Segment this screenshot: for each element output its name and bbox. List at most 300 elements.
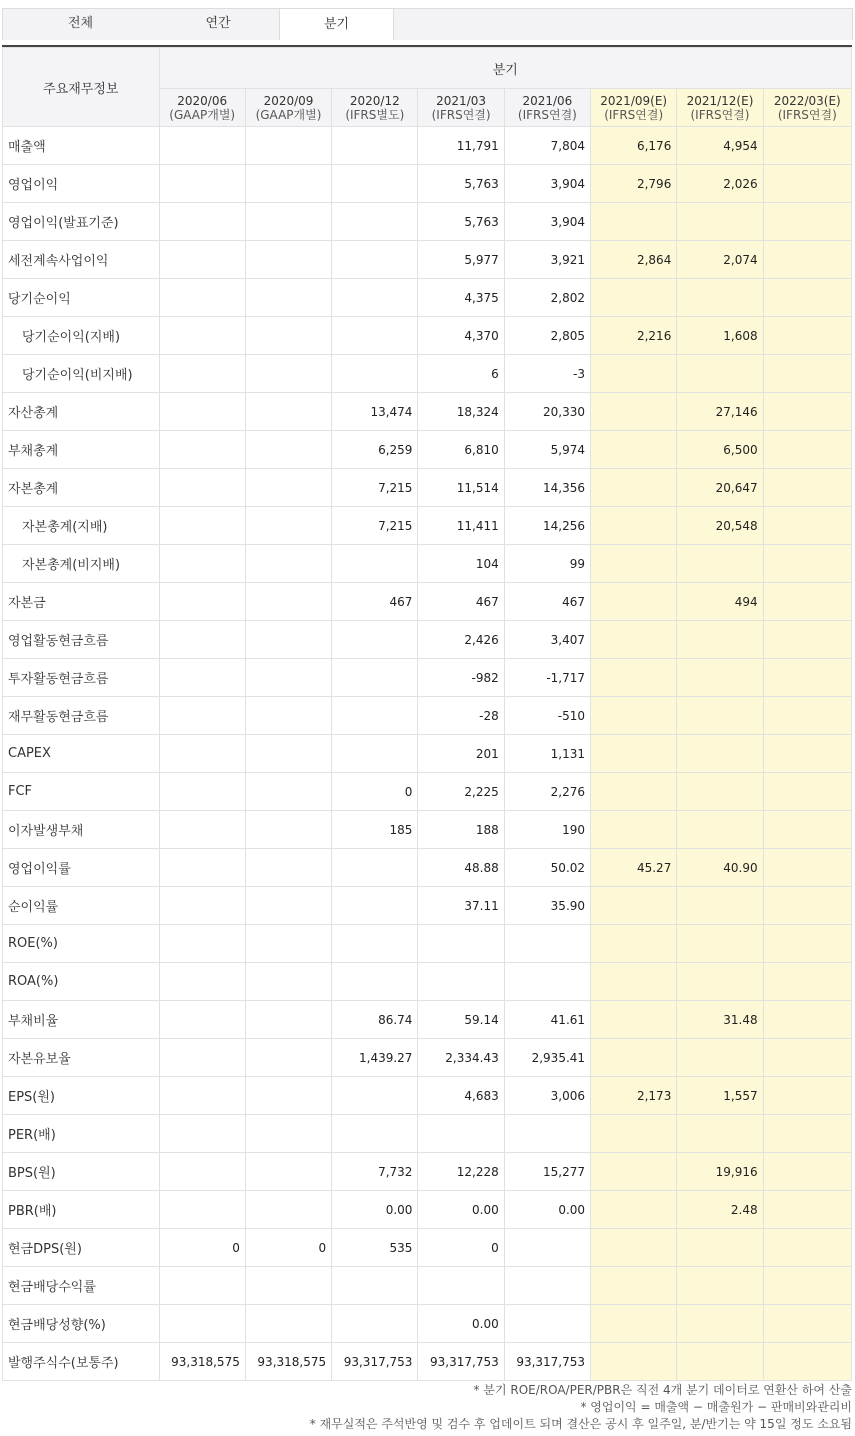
table-cell: [591, 469, 677, 507]
row-header-label: 주요재무정보: [3, 48, 160, 127]
table-cell: 35.90: [504, 887, 590, 925]
row-label[interactable]: PER(배): [3, 1115, 160, 1153]
row-label[interactable]: 영업이익(발표기준): [3, 203, 160, 241]
column-header: [591, 89, 677, 127]
table-cell: [591, 203, 677, 241]
row-label[interactable]: CAPEX: [3, 735, 160, 773]
table-cell: [245, 507, 331, 545]
table-cell: [245, 1115, 331, 1153]
table-cell: [591, 963, 677, 1001]
tab-all[interactable]: 전체: [67, 16, 94, 31]
column-basis: (IFRS연결): [604, 107, 664, 122]
table-cell: 2,796: [591, 165, 677, 203]
table-cell: [677, 735, 763, 773]
table-cell: [332, 621, 418, 659]
table-cell: [159, 1153, 245, 1191]
row-label[interactable]: 재무활동현금흐름: [3, 697, 160, 735]
table-cell: 5,977: [418, 241, 504, 279]
table-cell: 11,514: [418, 469, 504, 507]
table-cell: [159, 317, 245, 355]
column-basis: (IFRS연결): [690, 107, 750, 122]
table-cell: [504, 963, 590, 1001]
row-label[interactable]: BPS(원): [3, 1153, 160, 1191]
column-period: 2021/09(E): [600, 93, 668, 108]
row-label[interactable]: 당기순이익(지배): [3, 317, 160, 355]
table-row: [3, 583, 852, 621]
table-cell: [332, 963, 418, 1001]
table-cell: [245, 659, 331, 697]
table-cell: [332, 203, 418, 241]
table-cell: 93,317,753: [418, 1343, 504, 1381]
table-cell: 5,763: [418, 165, 504, 203]
table-cell: [591, 1115, 677, 1153]
table-cell: 2,225: [418, 773, 504, 811]
column-period: 2022/03(E): [773, 93, 841, 108]
table-cell: 0.00: [504, 1191, 590, 1229]
table-cell: 0: [245, 1229, 331, 1267]
table-cell: [591, 735, 677, 773]
table-body: [3, 127, 852, 1381]
table-cell: 0: [159, 1229, 245, 1267]
table-cell: [677, 659, 763, 697]
table-cell: 467: [332, 583, 418, 621]
table-cell: 6: [418, 355, 504, 393]
table-cell: 20,548: [677, 507, 763, 545]
table-cell: [245, 887, 331, 925]
column-period: 2021/06: [522, 93, 573, 108]
table-cell: 19,916: [677, 1153, 763, 1191]
table-cell: [159, 127, 245, 165]
table-cell: 15,277: [504, 1153, 590, 1191]
table-cell: [591, 773, 677, 811]
table-cell: 2,334.43: [418, 1039, 504, 1077]
table-cell: [763, 773, 851, 811]
table-cell: 6,176: [591, 127, 677, 165]
table-cell: 1,131: [504, 735, 590, 773]
table-cell: [763, 697, 851, 735]
table-row: [3, 279, 852, 317]
table-cell: [591, 1039, 677, 1077]
table-cell: [332, 241, 418, 279]
table-cell: 2,805: [504, 317, 590, 355]
table-cell: [677, 697, 763, 735]
table-cell: 188: [418, 811, 504, 849]
table-cell: [763, 507, 851, 545]
table-cell: 201: [418, 735, 504, 773]
table-cell: [245, 203, 331, 241]
row-label[interactable]: 현금배당수익률: [3, 1267, 160, 1305]
table-cell: [245, 1267, 331, 1305]
row-label[interactable]: 이자발생부채: [3, 811, 160, 849]
table-cell: [332, 165, 418, 203]
table-cell: [332, 317, 418, 355]
table-cell: 0.00: [332, 1191, 418, 1229]
table-cell: [245, 469, 331, 507]
table-cell: [504, 1305, 590, 1343]
table-cell: [763, 963, 851, 1001]
table-cell: [591, 583, 677, 621]
table-cell: [763, 735, 851, 773]
table-cell: 48.88: [418, 849, 504, 887]
row-label[interactable]: 자본총계: [3, 469, 160, 507]
row-label[interactable]: 현금배당성향(%): [3, 1305, 160, 1343]
table-cell: 2,074: [677, 241, 763, 279]
table-cell: [159, 203, 245, 241]
row-label[interactable]: 당기순이익(비지배): [3, 355, 160, 393]
table-cell: [245, 963, 331, 1001]
row-label[interactable]: 자산총계: [3, 393, 160, 431]
table-cell: [245, 697, 331, 735]
table-row: [3, 1191, 852, 1229]
row-label[interactable]: 영업활동현금흐름: [3, 621, 160, 659]
table-cell: [763, 811, 851, 849]
row-label[interactable]: ROE(%): [3, 925, 160, 963]
table-cell: 4,370: [418, 317, 504, 355]
table-row: [3, 355, 852, 393]
table-cell: [763, 355, 851, 393]
table-cell: -982: [418, 659, 504, 697]
column-period: 2020/06: [177, 93, 228, 108]
table-cell: 7,215: [332, 469, 418, 507]
table-cell: [159, 925, 245, 963]
table-cell: [677, 621, 763, 659]
column-basis: (GAAP개별): [255, 107, 322, 122]
tab-quarter[interactable]: 분기: [279, 8, 394, 40]
table-cell: [159, 1267, 245, 1305]
table-row: [3, 773, 852, 811]
table-cell: [159, 279, 245, 317]
table-row: [3, 849, 852, 887]
row-label[interactable]: 발행주식수(보통주): [3, 1343, 160, 1381]
table-row: [3, 317, 852, 355]
table-row: [3, 887, 852, 925]
table-cell: [763, 887, 851, 925]
table-cell: 11,791: [418, 127, 504, 165]
table-cell: [245, 279, 331, 317]
table-row: [3, 1001, 852, 1039]
table-cell: [159, 1191, 245, 1229]
row-label[interactable]: FCF: [3, 773, 160, 811]
table-cell: 20,647: [677, 469, 763, 507]
table-cell: [677, 1343, 763, 1381]
table-cell: [332, 849, 418, 887]
table-cell: [332, 697, 418, 735]
table-cell: 18,324: [418, 393, 504, 431]
table-cell: 59.14: [418, 1001, 504, 1039]
table-cell: 2,026: [677, 165, 763, 203]
row-label[interactable]: 자본총계(비지배): [3, 545, 160, 583]
table-cell: [245, 355, 331, 393]
table-cell: [591, 811, 677, 849]
table-cell: [591, 279, 677, 317]
table-cell: [763, 1039, 851, 1077]
row-label[interactable]: 영업이익: [3, 165, 160, 203]
table-cell: [591, 393, 677, 431]
table-cell: 6,810: [418, 431, 504, 469]
table-cell: [677, 963, 763, 1001]
table-cell: 14,356: [504, 469, 590, 507]
table-cell: 93,317,753: [504, 1343, 590, 1381]
table-cell: 0: [332, 773, 418, 811]
table-cell: [677, 355, 763, 393]
table-cell: [591, 545, 677, 583]
table-cell: 467: [418, 583, 504, 621]
row-label[interactable]: 세전계속사업이익: [3, 241, 160, 279]
table-cell: 1,608: [677, 317, 763, 355]
table-cell: [245, 849, 331, 887]
table-row: [3, 127, 852, 165]
table-row: [3, 1267, 852, 1305]
table-row: [3, 241, 852, 279]
table-cell: [245, 431, 331, 469]
row-label[interactable]: 투자활동현금흐름: [3, 659, 160, 697]
column-basis: (IFRS연결): [517, 107, 577, 122]
table-cell: 11,411: [418, 507, 504, 545]
row-label[interactable]: 자본총계(지배): [3, 507, 160, 545]
table-cell: [245, 811, 331, 849]
table-cell: [245, 773, 331, 811]
table-row: [3, 621, 852, 659]
table-cell: [159, 393, 245, 431]
table-cell: [245, 317, 331, 355]
table-cell: [591, 1343, 677, 1381]
footnote: * 영업이익 = 매출액 − 매출원가 − 판매비와관리비: [580, 1400, 852, 1414]
table-cell: 4,954: [677, 127, 763, 165]
row-label[interactable]: 현금DPS(원): [3, 1229, 160, 1267]
table-cell: [591, 1229, 677, 1267]
table-cell: [763, 1343, 851, 1381]
column-header: [763, 89, 851, 127]
footnotes: [310, 1382, 852, 1433]
table-cell: 41.61: [504, 1001, 590, 1039]
table-cell: -3: [504, 355, 590, 393]
table-cell: [159, 621, 245, 659]
table-row: [3, 697, 852, 735]
table-cell: [763, 279, 851, 317]
table-cell: [245, 925, 331, 963]
tab-annual[interactable]: 연간: [205, 16, 231, 31]
table-cell: [159, 241, 245, 279]
table-cell: 3,904: [504, 203, 590, 241]
table-cell: 2,216: [591, 317, 677, 355]
table-cell: [591, 887, 677, 925]
table-cell: [677, 925, 763, 963]
footnote: * 분기 ROE/ROA/PER/PBR은 직전 4개 분기 데이터로 연환산 하여 산출: [473, 1383, 852, 1397]
table-cell: 4,375: [418, 279, 504, 317]
table-cell: 37.11: [418, 887, 504, 925]
column-period: 2021/12(E): [686, 93, 754, 108]
table-cell: 3,904: [504, 165, 590, 203]
table-cell: 6,259: [332, 431, 418, 469]
table-row: [3, 545, 852, 583]
table-cell: [159, 811, 245, 849]
table-cell: [677, 1039, 763, 1077]
table-cell: 7,215: [332, 507, 418, 545]
table-cell: [245, 735, 331, 773]
table-cell: [159, 1305, 245, 1343]
row-label[interactable]: 영업이익률: [3, 849, 160, 887]
table-cell: [591, 1267, 677, 1305]
table-cell: 27,146: [677, 393, 763, 431]
column-header: [332, 89, 418, 127]
row-label[interactable]: ROA(%): [3, 963, 160, 1001]
table-cell: [245, 621, 331, 659]
table-cell: [677, 203, 763, 241]
table-row: [3, 1039, 852, 1077]
table-cell: 50.02: [504, 849, 590, 887]
table-cell: 185: [332, 811, 418, 849]
table-cell: [245, 545, 331, 583]
table-cell: [763, 583, 851, 621]
table-cell: 190: [504, 811, 590, 849]
table-cell: [245, 1305, 331, 1343]
table-cell: 1,439.27: [332, 1039, 418, 1077]
table-cell: [332, 127, 418, 165]
table-row: [3, 469, 852, 507]
table-cell: [763, 1077, 851, 1115]
table-cell: [591, 1305, 677, 1343]
table-cell: [677, 545, 763, 583]
table-cell: 0.00: [418, 1191, 504, 1229]
row-label[interactable]: EPS(원): [3, 1077, 160, 1115]
table-cell: [763, 925, 851, 963]
table-cell: [763, 659, 851, 697]
table-cell: [159, 431, 245, 469]
table-row: [3, 735, 852, 773]
table-cell: [677, 1305, 763, 1343]
table-cell: [159, 697, 245, 735]
table-row: [3, 165, 852, 203]
table-cell: [677, 811, 763, 849]
table-cell: [418, 1267, 504, 1305]
row-label[interactable]: 순이익률: [3, 887, 160, 925]
table-cell: 12,228: [418, 1153, 504, 1191]
table-row: [3, 1229, 852, 1267]
column-basis: (GAAP개별): [169, 107, 236, 122]
table-cell: [245, 165, 331, 203]
table-cell: [332, 887, 418, 925]
table-cell: [763, 241, 851, 279]
table-cell: 2,864: [591, 241, 677, 279]
table-cell: [159, 773, 245, 811]
group-header: 분기: [159, 48, 851, 89]
table-cell: [332, 925, 418, 963]
table-cell: [763, 1115, 851, 1153]
table-row: [3, 1077, 852, 1115]
table-cell: [245, 393, 331, 431]
table-cell: 3,407: [504, 621, 590, 659]
table-cell: [763, 393, 851, 431]
table-cell: [159, 469, 245, 507]
column-basis: (IFRS연결): [431, 107, 491, 122]
table-cell: [591, 1001, 677, 1039]
table-cell: 3,921: [504, 241, 590, 279]
table-row: [3, 659, 852, 697]
table-cell: [763, 545, 851, 583]
column-basis: (IFRS별도): [345, 107, 405, 122]
table-cell: [504, 925, 590, 963]
table-cell: [245, 1039, 331, 1077]
table-cell: [159, 735, 245, 773]
table-cell: [504, 1115, 590, 1153]
table-cell: 7,732: [332, 1153, 418, 1191]
table-row: [3, 203, 852, 241]
table-cell: 40.90: [677, 849, 763, 887]
column-header: [504, 89, 590, 127]
table-cell: [159, 659, 245, 697]
table-cell: [159, 583, 245, 621]
footnote: * 재무실적은 주석반영 및 검수 후 업데이트 되며 결산은 공시 후 일주일, 분/반기는 약 15일 정도 소요됨: [309, 1417, 852, 1431]
table-cell: 4,683: [418, 1077, 504, 1115]
table-cell: [763, 1001, 851, 1039]
table-row: [3, 1115, 852, 1153]
table-cell: [763, 127, 851, 165]
table-cell: 14,256: [504, 507, 590, 545]
table-cell: [763, 317, 851, 355]
table-cell: [159, 1115, 245, 1153]
table-cell: [763, 431, 851, 469]
column-period: 2021/03: [436, 93, 487, 108]
row-label[interactable]: PBR(배): [3, 1191, 160, 1229]
row-label[interactable]: 부채비율: [3, 1001, 160, 1039]
table-cell: 2,173: [591, 1077, 677, 1115]
table-cell: [245, 127, 331, 165]
table-cell: -510: [504, 697, 590, 735]
table-cell: [245, 241, 331, 279]
row-label[interactable]: 자본유보율: [3, 1039, 160, 1077]
table-cell: [418, 1115, 504, 1153]
table-row: [3, 1343, 852, 1381]
table-cell: [591, 1153, 677, 1191]
row-label[interactable]: 부채총계: [3, 431, 160, 469]
table-cell: [159, 849, 245, 887]
table-cell: [591, 659, 677, 697]
table-cell: 93,318,575: [159, 1343, 245, 1381]
column-header: [159, 89, 245, 127]
table-cell: [763, 469, 851, 507]
table-cell: 6,500: [677, 431, 763, 469]
table-cell: [677, 1229, 763, 1267]
table-cell: [159, 963, 245, 1001]
table-row: [3, 431, 852, 469]
table-cell: 0.00: [418, 1305, 504, 1343]
table-cell: [332, 545, 418, 583]
table-cell: 7,804: [504, 127, 590, 165]
column-header: [245, 89, 331, 127]
column-header: [677, 89, 763, 127]
row-label[interactable]: 당기순이익: [3, 279, 160, 317]
table-row: [3, 393, 852, 431]
table-cell: 93,317,753: [332, 1343, 418, 1381]
table-cell: [159, 507, 245, 545]
financial-table: [2, 47, 852, 1381]
table-row: [3, 811, 852, 849]
row-label[interactable]: 자본금: [3, 583, 160, 621]
table-cell: 2,935.41: [504, 1039, 590, 1077]
table-row: [3, 925, 852, 963]
table-cell: 467: [504, 583, 590, 621]
column-period: 2020/12: [349, 93, 400, 108]
table-cell: [677, 1115, 763, 1153]
row-label[interactable]: 매출액: [3, 127, 160, 165]
table-cell: [677, 1267, 763, 1305]
table-cell: 5,974: [504, 431, 590, 469]
column-header: [418, 89, 504, 127]
column-period: 2020/09: [263, 93, 314, 108]
table-cell: 2.48: [677, 1191, 763, 1229]
table-cell: [159, 355, 245, 393]
table-cell: [332, 735, 418, 773]
